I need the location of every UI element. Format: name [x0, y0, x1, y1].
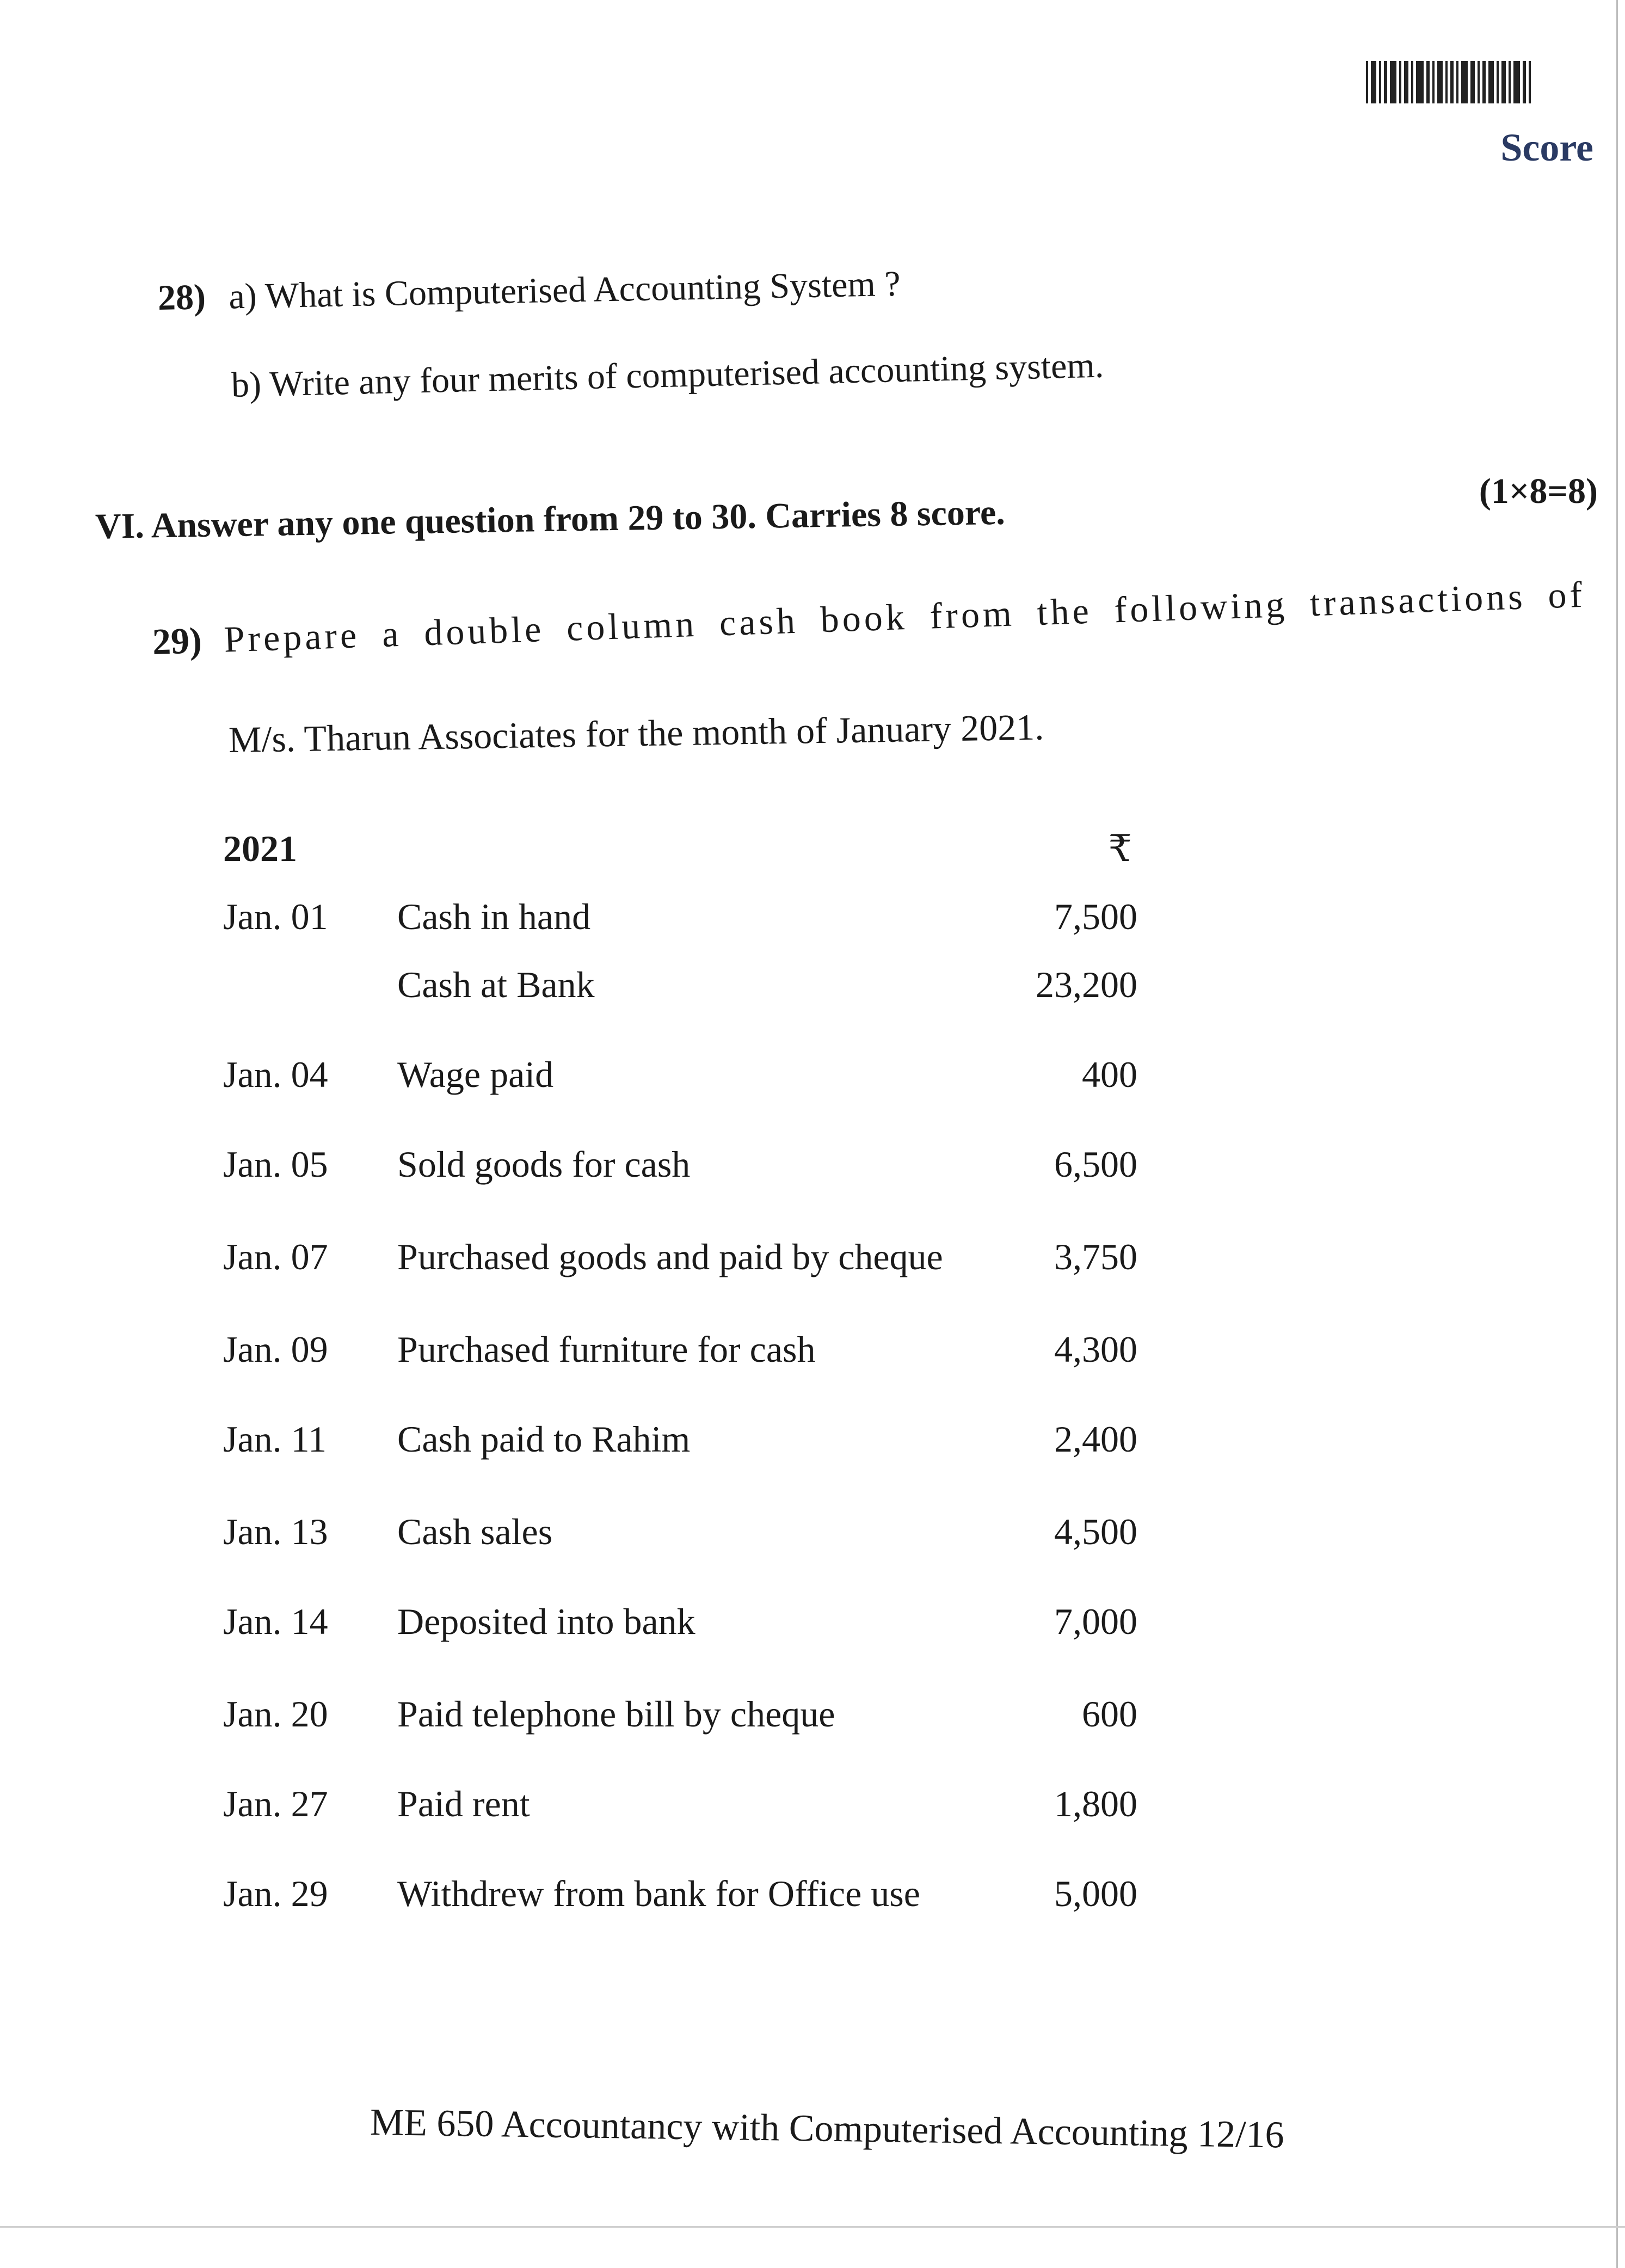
- table-row: [218, 1328, 1170, 1377]
- table-row: [218, 1872, 1170, 1921]
- table-row: [218, 1053, 1170, 1102]
- question-28a-text: a) What is Computerised Accounting System ?: [228, 263, 901, 317]
- row-particulars: Deposited into bank: [397, 1601, 695, 1642]
- row-amount: 6,500: [1054, 1144, 1137, 1185]
- row-amount: 600: [1082, 1693, 1137, 1735]
- row-particulars: Cash paid to Rahim: [397, 1418, 691, 1460]
- row-date: Jan. 20: [223, 1693, 328, 1735]
- row-amount: 4,500: [1054, 1511, 1137, 1552]
- table-row: [218, 895, 1170, 944]
- row-particulars: Cash in hand: [397, 896, 591, 937]
- row-date: Jan. 27: [223, 1783, 328, 1824]
- row-date: Jan. 01: [223, 896, 328, 937]
- row-particulars: Withdrew from bank for Office use: [397, 1873, 920, 1914]
- row-amount: 5,000: [1054, 1873, 1137, 1914]
- row-particulars: Paid telephone bill by cheque: [397, 1693, 835, 1735]
- page-footer: ME 650 Accountancy with Computerised Accounting 12/16: [370, 2101, 1285, 2156]
- row-amount: 7,500: [1054, 896, 1137, 937]
- row-amount: 7,000: [1054, 1601, 1137, 1642]
- table-header-row: [218, 827, 1170, 876]
- question-28-number: 28): [157, 277, 206, 318]
- row-amount: 23,200: [1036, 964, 1137, 1005]
- row-date: Jan. 11: [223, 1418, 327, 1460]
- table-row: [218, 963, 1170, 1012]
- question-29-number: 29): [151, 619, 202, 662]
- row-particulars: Paid rent: [397, 1783, 530, 1824]
- row-particulars: Purchased goods and paid by cheque: [397, 1236, 943, 1277]
- table-row: [218, 1510, 1170, 1559]
- row-date: Jan. 07: [223, 1236, 328, 1277]
- table-row: [218, 1600, 1170, 1649]
- table-row: [218, 1693, 1170, 1742]
- row-amount: 3,750: [1054, 1236, 1137, 1277]
- row-date: Jan. 13: [223, 1511, 328, 1552]
- row-date: Jan. 04: [223, 1054, 328, 1095]
- page-edge-bottom: [0, 2226, 1625, 2228]
- row-amount: 1,800: [1054, 1783, 1137, 1824]
- row-particulars: Wage paid: [397, 1054, 554, 1095]
- section-6-title: VI. Answer any one question from 29 to 30. Carries 8 score.: [95, 492, 1006, 546]
- row-particulars: Cash at Bank: [397, 964, 595, 1005]
- question-28b-text: b) Write any four merits of computerised accounting system.: [231, 345, 1104, 405]
- row-date: Jan. 29: [223, 1873, 328, 1914]
- row-particulars: Cash sales: [397, 1511, 553, 1552]
- row-date: Jan. 14: [223, 1601, 328, 1642]
- table-row: [218, 1143, 1170, 1192]
- table-row: [218, 1783, 1170, 1831]
- question-29-line-1: [151, 573, 1586, 663]
- question-28-part-a: [157, 263, 901, 319]
- row-amount: 4,300: [1054, 1329, 1137, 1370]
- question-29-line-1-text: Prepare a double column cash book from the following transactions of: [223, 573, 1586, 660]
- score-label: Score: [1500, 126, 1593, 169]
- section-marks: (1×8=8): [1479, 471, 1598, 511]
- row-amount: 2,400: [1054, 1418, 1137, 1460]
- barcode-icon: [1366, 61, 1597, 103]
- table-row: [218, 1418, 1170, 1467]
- row-date: Jan. 09: [223, 1329, 328, 1370]
- page-edge-right: [1616, 0, 1618, 2268]
- row-particulars: Sold goods for cash: [397, 1144, 691, 1185]
- currency-header: ₹: [1108, 828, 1132, 869]
- row-amount: 400: [1082, 1054, 1137, 1095]
- question-29-line-2: M/s. Tharun Associates for the month of January 2021.: [228, 706, 1044, 760]
- table-row: [218, 1236, 1170, 1284]
- row-particulars: Purchased furniture for cash: [397, 1329, 816, 1370]
- row-date: Jan. 05: [223, 1144, 328, 1185]
- year-header: 2021: [223, 828, 297, 869]
